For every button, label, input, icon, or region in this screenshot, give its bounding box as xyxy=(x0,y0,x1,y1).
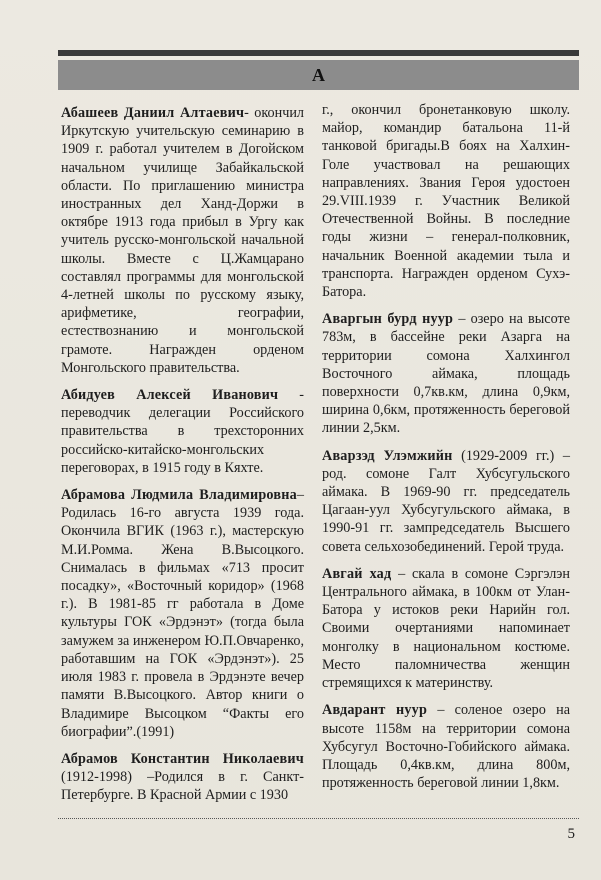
entry xyxy=(322,447,570,556)
entry-term: Абашеев Даниил Алтаевич xyxy=(61,105,245,121)
entry xyxy=(322,565,570,692)
entry xyxy=(322,310,570,437)
left-column xyxy=(61,104,304,814)
entry-term: Абрамова Людмила Владимировна xyxy=(61,487,297,504)
entry-term: Авгай хад xyxy=(322,565,392,582)
entry-term: Абидуев Алексей Иванович xyxy=(61,387,279,404)
right-column xyxy=(322,101,570,801)
entry-text: – Родилась 16-го августа 1939 года. Окончила ВГИК (1963 г.), мастерскую М.И.Ромма. Жена В.Высоцкого. Снималась в фильмах «713 просит посадку», «Восточный коридор» (1968 г.). В 1981-85 гг работала в Доме культуры ГОК «Эрдэнэт» (тогда была замужем за инженером Ю.П.Овчаренко, работавшим на ГОК «Эрдэнэт»). 25 июля 1983 г. провела в Эрдэнэте вечер памяти В.Высоцкого. Автор книги о Владимире Высоцком “Факты его биографии”.(1991) xyxy=(61,487,304,740)
entry xyxy=(61,104,304,377)
header-rule xyxy=(58,50,579,56)
entry-text: (1929-2009 гг.) – род. сомоне Галт Хубсугульского аймака. В 1969-90 гг. председатель Цагаан-уул Хубсугульского аймака, в 1990-91 гг. зампредседатель Высшего совета сельхозобединений. Герой труда. xyxy=(322,447,570,555)
page-number: 5 xyxy=(567,826,575,842)
entry-text: – скала в сомоне Сэргэлэн Центрального аймака, в 100км от Улан-Батора у истоков реки Нарийн гол. Своими очертаниями напоминает монголку в национальном костюме. Место паломничества женщин стремящихся к материнству. xyxy=(322,565,570,692)
entry-text: (1912-1998) –Родился в г. Санкт-Петербурге. В Красной Армии с 1930 xyxy=(61,769,304,804)
entry-term: Аварзэд Улэмжийн xyxy=(322,447,453,464)
section-letter: А xyxy=(312,64,325,85)
entry-term: Авдарант нуур xyxy=(322,702,428,719)
entry-text: – озеро на высоте 783м, в бассейне реки Азарга на территории сомона Халхингол Восточного аймака, площадь поверхности 0,7кв.км, длина 0,9км, ширина 0,6км, протяженность береговой линии 2,5км. xyxy=(322,311,570,437)
entry-text: г., окончил бронетанковую школу. майор, командир батальона 11-й танковой бригады.В боях на Халхин-Голе участвовал на решающих направлениях. Звания Героя удостоен 29.VIII.1939 г. Участник Великой Отечественной Войны. В последние годы жизни – генерал-полковник, начальник Военной академии тыла и транспорта. Награжден орденом Сухэ-Батора. xyxy=(322,102,570,301)
entry xyxy=(61,386,304,477)
entry-text: – соленое озеро на высоте 1158м на территории сомона Хубсугул Восточно-Гобийского аймака. Площадь 0,4кв.км, длина 800м, протяженность береговой линии 1,8км. xyxy=(322,702,570,792)
entry xyxy=(61,750,304,805)
entry-text: - окончил Иркутскую учительскую семинарию в 1909 г. работал учителем в Догойском начальном училище Забайкальской области. По приглашению министра иностранных дел Ханд-Доржи в октябре 1913 года прибыл в Ургу как учитель русско-монгольской начальной школы. Вместе с Ц.Жамцарано составлял программы для монгольской 4-летней школы по русскому языку, арифметике, географии, естествознанию и монгольской грамоте. Награжден орденом Монгольского правительства. xyxy=(61,105,305,376)
entry-continuation xyxy=(322,101,570,301)
entry xyxy=(322,701,570,792)
entry-text: - переводчик делегации Российского правительства в трехсторонних российско-китайско-монгольских переговорах, в 1915 году в Кяхте. xyxy=(61,387,304,476)
section-letter-band xyxy=(58,60,579,90)
entry xyxy=(61,486,304,741)
entry-term: Абрамов Константин Николаевич xyxy=(61,750,304,767)
footer-dotted-rule xyxy=(58,818,579,819)
entry-term: Аваргын бурд нуур xyxy=(322,311,454,328)
